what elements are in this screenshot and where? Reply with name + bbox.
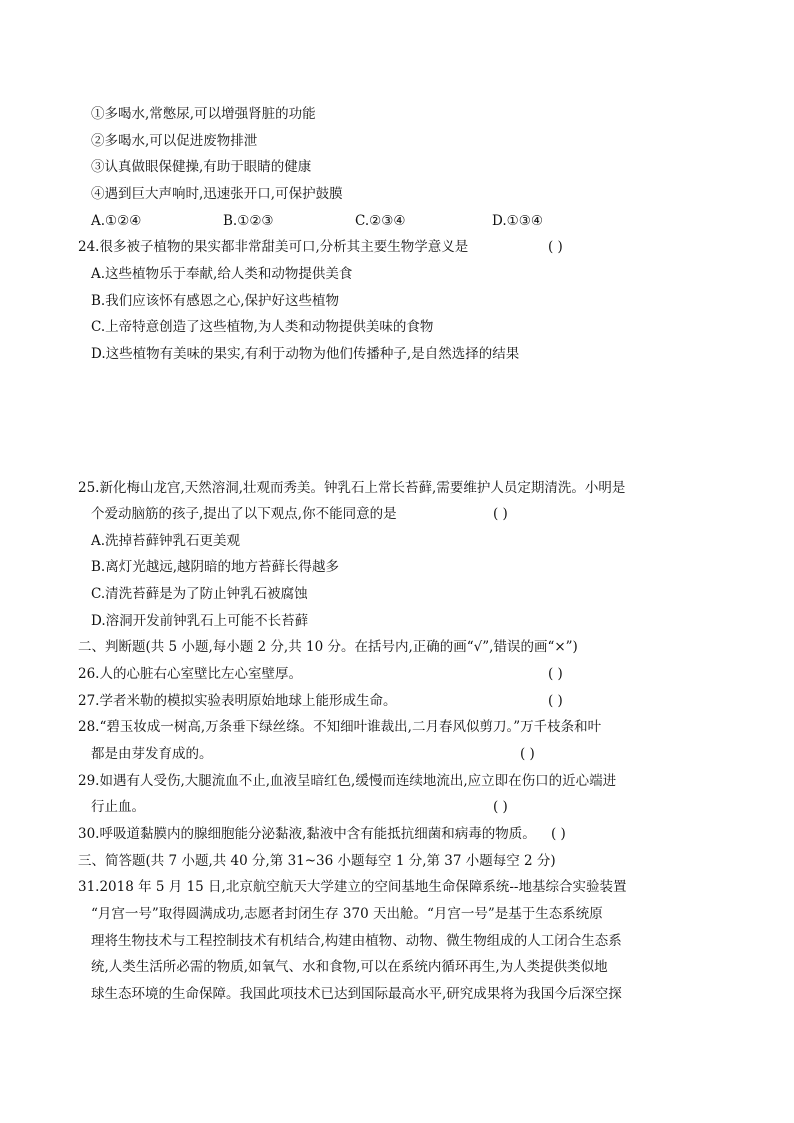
q31-text-line2: “月宫一号”取得圆满成功,志愿者封闭生存 370 天出舱。“月宫一号”是基于生态系统原 [91,906,603,922]
q25-answer-paren: ( ) [493,506,508,522]
q31-text-line5: 球生态环境的生命保障。我国此项技术已达到国际最高水平,研究成果将为我国今后深空探 [91,986,622,1002]
q23-statement-2: ②多喝水,可以促进废物排泄 [91,133,258,149]
q31-text-line4: 统,人类生活所必需的物质,如氧气、水和食物,可以在系统内循环再生,为人类提供类似地 [91,959,608,975]
q26-text: 26.人的心脏右心室壁比左心室壁厚。 [78,666,302,682]
q29-text-line1: 29.如遇有人受伤,大腿流血不止,血液呈暗红色,缓慢而连续地流出,应立即在伤口的近心端进 [78,773,617,789]
q29-text-line2: 行止血。 [91,799,145,815]
q25-stem-line1: 25.新化梅山龙宫,天然溶洞,壮观而秀美。钟乳石上常长苔藓,需要维护人员定期清洗。小明是 [78,480,626,496]
q24-option-c: C.上帝特意创造了这些植物,为人类和动物提供美味的食物 [91,319,434,335]
section2-heading: 二、判断题(共 5 小题,每小题 2 分,共 10 分。在括号内,正确的画“√”,错误的画“×”) [78,639,578,655]
q24-option-a: A.这些植物乐于奉献,给人类和动物提供美食 [91,266,353,282]
q27-text: 27.学者米勒的模拟实验表明原始地球上能形成生命。 [78,693,397,709]
q23-option-d: D.①③④ [492,213,543,229]
q23-option-b: B.①②③ [223,213,274,229]
q30-text: 30.呼吸道黏膜内的腺细胞能分泌黏液,黏液中含有能抵抗细菌和病毒的物质。 [78,826,536,842]
q23-option-a: A.①②④ [91,213,142,229]
q23-statement-4: ④遇到巨大声响时,迅速张开口,可保护鼓膜 [91,186,343,202]
q30-answer-paren: ( ) [551,826,566,842]
q23-statement-1: ①多喝水,常憋尿,可以增强肾脏的功能 [91,106,316,122]
q28-text-line2: 都是由芽发育成的。 [91,746,213,762]
q29-answer-paren: ( ) [493,799,508,815]
q25-option-a: A.洗掉苔藓钟乳石更美观 [91,533,241,549]
q26-answer-paren: ( ) [548,666,563,682]
q24-stem: 24.很多被子植物的果实都非常甜美可口,分析其主要生物学意义是 [78,239,469,255]
q25-option-b: B.离灯光越远,越阴暗的地方苔藓长得越多 [91,559,340,575]
q31-text-line1: 31.2018 年 5 月 15 日,北京航空航天大学建立的空间基地生命保障系统--地基综合实验装置 [78,879,627,895]
q24-option-d: D.这些植物有美味的果实,有利于动物为他们传播种子,是自然选择的结果 [91,346,520,362]
q28-answer-paren: ( ) [520,746,535,762]
q24-answer-paren: ( ) [548,239,563,255]
q25-stem-line2: 个爱动脑筋的孩子,提出了以下观点,你不能同意的是 [91,506,397,522]
q23-statement-3: ③认真做眼保健操,有助于眼睛的健康 [91,159,312,175]
q24-option-b: B.我们应该怀有感恩之心,保护好这些植物 [91,293,340,309]
q28-text-line1: 28.“碧玉妆成一树高,万条垂下绿丝绦。不知细叶谁裁出,二月春风似剪刀。”万千枝条和叶 [78,719,602,735]
q27-answer-paren: ( ) [548,693,563,709]
q25-option-d: D.溶洞开发前钟乳石上可能不长苔藓 [91,613,309,629]
q31-text-line3: 理将生物技术与工程控制技术有机结合,构建由植物、动物、微生物组成的人工闭合生态系 [91,933,622,949]
q25-option-c: C.清洗苔藓是为了防止钟乳石被腐蚀 [91,586,308,602]
q23-option-c: C.②③④ [355,213,406,229]
section3-heading: 三、简答题(共 7 小题,共 40 分,第 31~36 小题每空 1 分,第 37 小题每空 2 分) [78,853,556,869]
